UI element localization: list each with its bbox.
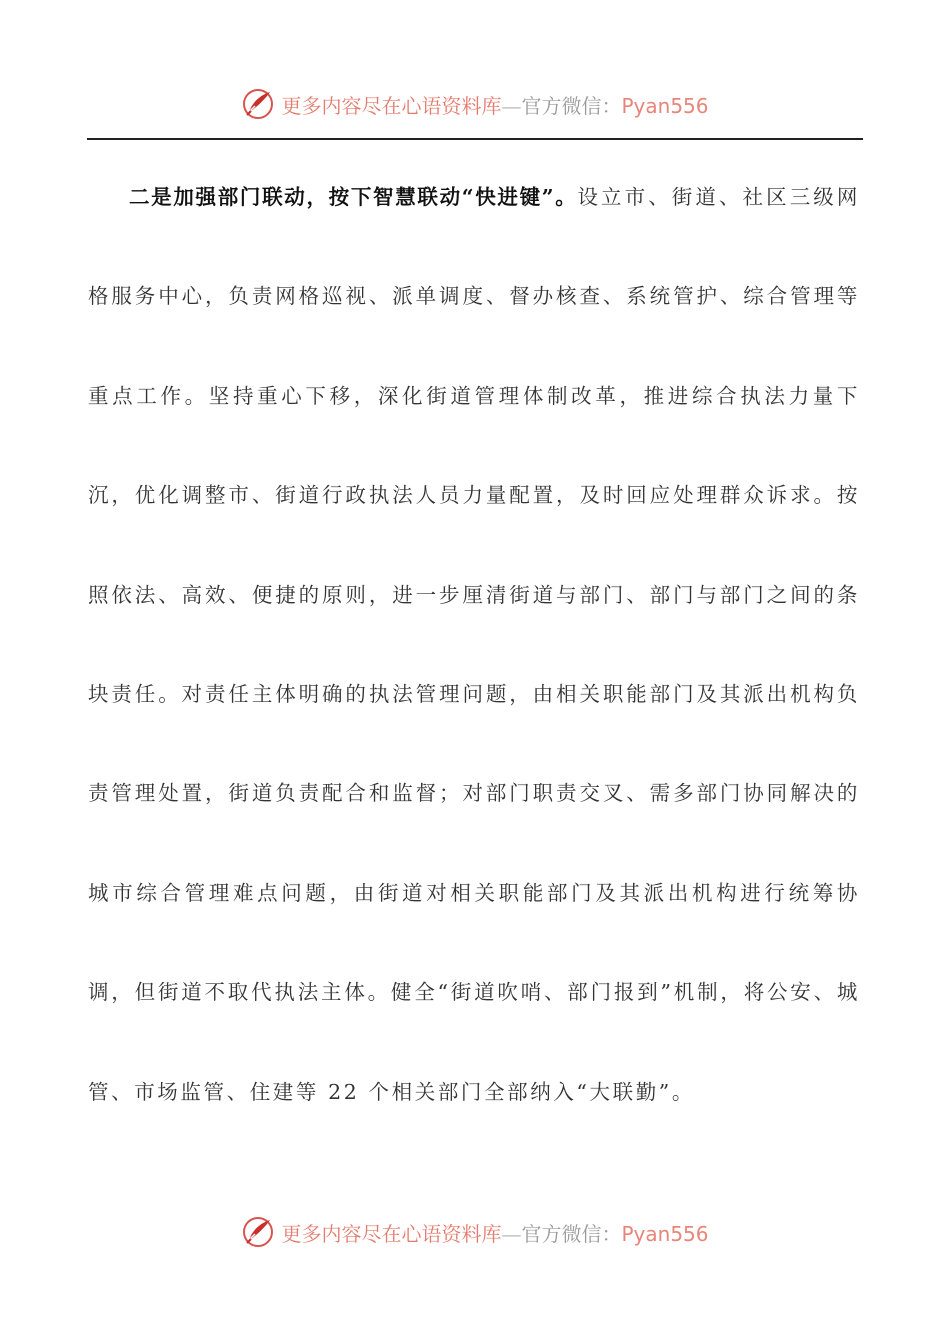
article-paragraph xyxy=(88,148,860,1142)
paragraph-lead: 二是加强部门联动，按下智慧联动“快进键”。 xyxy=(129,185,578,209)
header-rule xyxy=(87,138,863,140)
header-wechat-id: Pyan556 xyxy=(621,93,709,118)
quill-logo-icon xyxy=(241,1215,275,1249)
paragraph-body: 设立市、街道、社区三级网格服务中心，负责网格巡视、派单调度、督办核查、系统管护、综合管理等重点工作。坚持重心下移，深化街道管理体制改革，推进综合执法力量下沉，优化调整市、街道行政执法人员力量配置，及时回应处理群众诉求。按照依法、高效、便捷的原则，进一步厘清街道与部门、部门与部门之间的条块责任。对责任主体明确的执法管理问题，由相关职能部门及其派出机构负责管理处置，街道负责配合和监督；对部门职责交叉、需多部门协同解决的城市综合管理难点问题，由街道对相关职能部门及其派出机构进行统筹协调，但街道不取代执法主体。健全“街道吹哨、部门报到”机制，将公安、城管、市场监管、住建等 22 个相关部门全部纳入“大联勤”。 xyxy=(88,185,860,1104)
footer-promo-text: 更多内容尽在心语资料库 xyxy=(281,1221,502,1246)
footer-official-label: 官方微信： xyxy=(521,1221,622,1246)
footer-promo xyxy=(281,1218,708,1247)
header-promo xyxy=(281,90,708,119)
footer-dash: — xyxy=(501,1221,522,1246)
quill-logo-icon xyxy=(241,87,275,121)
page-footer xyxy=(0,1212,950,1252)
header-official-label: 官方微信： xyxy=(521,93,622,118)
page-header xyxy=(0,84,950,124)
footer-wechat-id: Pyan556 xyxy=(621,1221,709,1246)
header-dash: — xyxy=(501,93,522,118)
header-promo-text: 更多内容尽在心语资料库 xyxy=(281,93,502,118)
